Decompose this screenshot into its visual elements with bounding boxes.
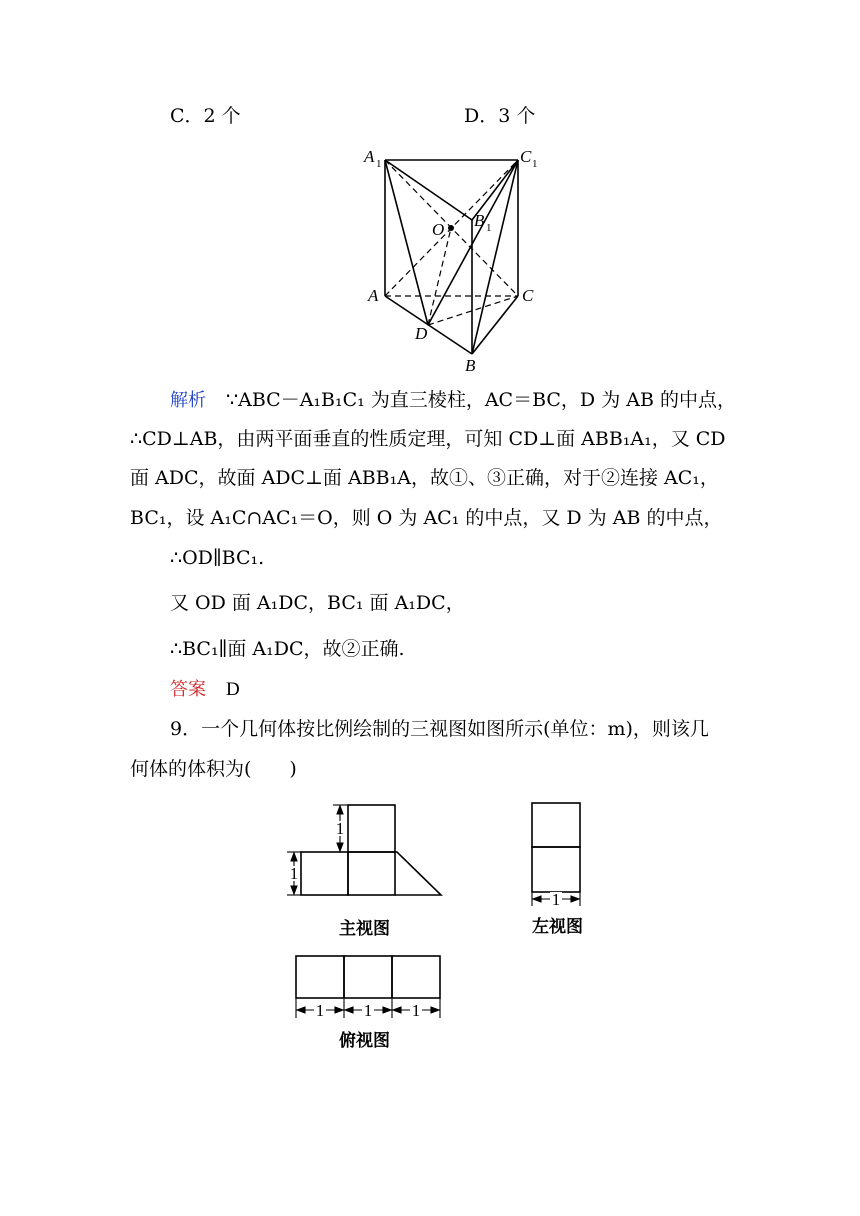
solution-line-2: ∴CD⊥AB，由两平面垂直的性质定理，可知 CD⊥面 ABB₁A₁，又 CD [130,428,726,450]
solution-label: 解析 [170,390,206,411]
solution-line-4: BC₁，设 A₁C∩AC₁＝O，则 O 为 AC₁ 的中点，又 D 为 AB 的中点， [130,507,723,529]
top-view-caption: 俯视图 [339,1031,390,1051]
label-a1-sub: 1 [376,158,382,170]
question9-line-2: 何体的体积为( ) [130,758,297,780]
label-o: O [432,220,445,239]
answer-value: D [226,679,240,700]
label-d: D [415,324,428,343]
solution-line-6: 又 OD 面 A₁DC，BC₁ 面 A₁DC， [170,592,465,614]
answer-label: 答案 [170,679,206,700]
label-c1: C [520,147,532,166]
question9-line-1: 9．一个几何体按比例绘制的三视图如图所示(单位：m)，则该几 [170,718,709,740]
prism-figure [0,140,860,520]
label-c: C [522,286,534,305]
solution-line-5: ∴OD∥BC₁. [170,547,265,569]
label-c1-sub: 1 [532,158,538,170]
option-c: C．2 个 [170,105,241,127]
solution-line-7: ∴BC₁∥面 A₁DC，故②正确. [170,638,405,660]
dim-left: 1 [551,890,561,909]
three-views [0,790,860,1050]
label-b: B [465,356,476,375]
answer-line [170,677,240,702]
dim-top-1: 1 [315,1001,325,1020]
front-view-caption: 主视图 [339,919,390,939]
solution-line-1 [170,388,736,413]
label-b1: B [474,211,485,230]
point-o [448,225,454,231]
label-a1: A [364,147,375,166]
dim-top-2: 1 [363,1001,373,1020]
dim-front-upper: 1 [335,819,345,838]
dim-front-lower: 1 [289,864,299,883]
option-d: D．3 个 [464,105,536,127]
solution-text-1: ∵ABC－A₁B₁C₁ 为直三棱柱，AC＝BC，D 为 AB 的中点， [226,389,736,411]
left-view-caption: 左视图 [532,917,583,937]
solution-line-3: 面 ADC，故面 ADC⊥面 ABB₁A，故①、③正确，对于②连接 AC₁， [130,467,719,489]
label-b1-sub: 1 [486,222,492,234]
dim-top-3: 1 [411,1001,421,1020]
label-a: A [368,286,379,305]
